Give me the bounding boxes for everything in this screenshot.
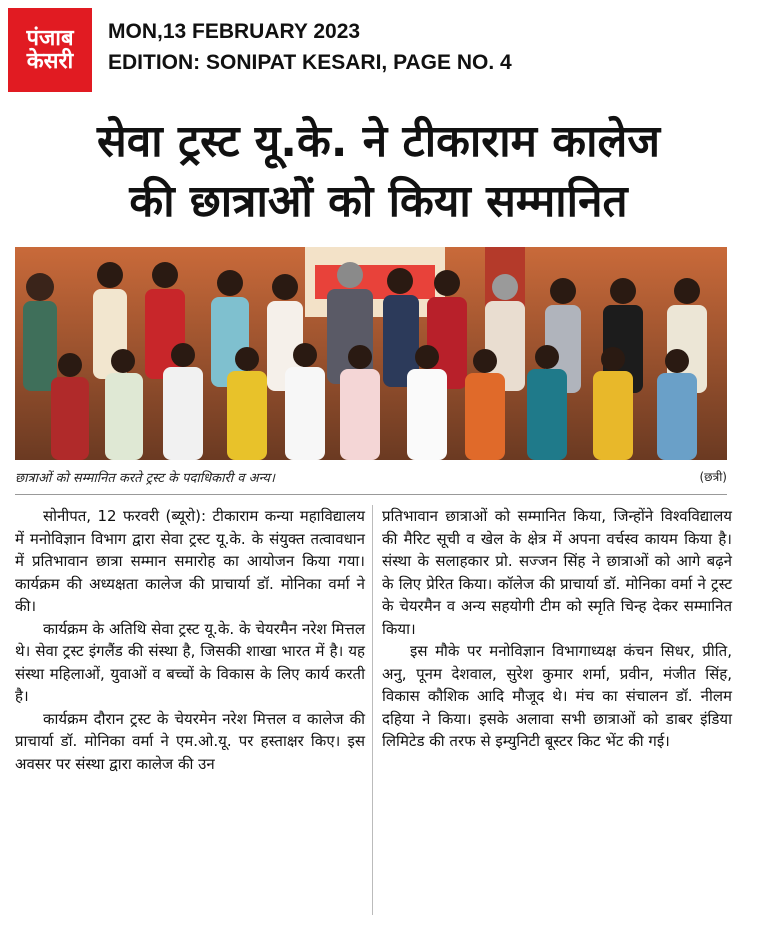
edition-info: EDITION: SONIPAT KESARI, PAGE NO. 4 [108, 51, 512, 74]
caption-divider [15, 494, 727, 495]
column-divider [372, 505, 373, 915]
headline-line-1: सेवा ट्रस्ट यू.के. ने टीकाराम कालेज [97, 116, 660, 167]
logo-line-2: केसरी [26, 49, 74, 74]
group-photo [15, 247, 727, 460]
edition-meta [108, 16, 512, 78]
article-column-1 [15, 505, 365, 775]
headline [0, 112, 757, 232]
logo-line-1: पंजाब [26, 25, 74, 51]
paragraph: कार्यक्रम के अतिथि सेवा ट्रस्ट यू.के. के चेयरमैन नरेश मित्तल थे। सेवा ट्रस्ट इंगलैंड की संस्था है, जिसकी शाखा भारत में है। यह संस्था महिलाओं, युवाओं व बच्चों के विकास के लिए कार्य करती है। [15, 619, 365, 705]
photo-caption-text: छात्राओं को सम्मानित करते ट्रस्ट के पदाधिकारी व अन्य। [15, 471, 275, 486]
publication-date: MON,13 FEBRUARY 2023 [108, 20, 361, 43]
paragraph: प्रतिभावान छात्राओं को सम्मानित किया, जिन्होंने विश्वविद्यालय की मैरिट सूची व खेल के क्षेत्र में अपना वर्चस्व कायम किया है। संस्था के सलाहकार प्रो. सज्जन सिंह ने छात्राओं को आगे बढ़ने के लिए प्रेरित किया। कॉलेज की प्राचार्या डॉ. मोनिका वर्मा ने ट्रस्ट के चेयरमैन व अन्य सहयोगी टीम को स्मृति चिन्ह देकर सम्मानित किया। [382, 507, 732, 638]
group-photo-illustration [15, 247, 727, 460]
paragraph: सोनीपत, 12 फरवरी (ब्यूरो): टीकाराम कन्या महाविद्यालय में मनोविज्ञान विभाग द्वारा सेवा ट्रस्ट यू.के. के संयुक्त तत्वावधान में प्रतिभावान छात्रा सम्मान समारोह का आयोजन किया गया। कार्यक्रम की अध्यक्षता कालेज की प्राचार्या डॉ. मोनिका वर्मा ने की। [15, 507, 365, 615]
newspaper-logo [8, 8, 92, 92]
photo-caption [15, 468, 727, 486]
paragraph: इस मौके पर मनोविज्ञान विभागाध्यक्ष कंचन सिधर, प्रीति, अनु, पूनम देशवाल, सुरेश कुमार शर्मा, प्रवीन, मंजीत सिंह, विकास कौशिक आदि मौजूद थे। मंच का संचालन डॉ. नीलम दहिया ने किया। इसके अलावा सभी छात्राओं को डाबर इंडिया लिमिटेड की तरफ से इम्युनिटी बूस्टर किट भेंट की गई। [382, 642, 732, 750]
paragraph: कार्यक्रम दौरान ट्रस्ट के चेयरमेन नरेश मित्तल व कालेज की प्राचार्या डॉ. मोनिका वर्मा ने एम.ओ.यू. पर हस्ताक्षर किए। इस अवसर पर संस्था द्वारा कालेज की उन [15, 709, 365, 773]
article-column-2 [382, 505, 732, 753]
photo-credit: (छत्री) [699, 470, 727, 484]
headline-line-2: की छात्राओं को किया सम्मानित [129, 176, 628, 227]
